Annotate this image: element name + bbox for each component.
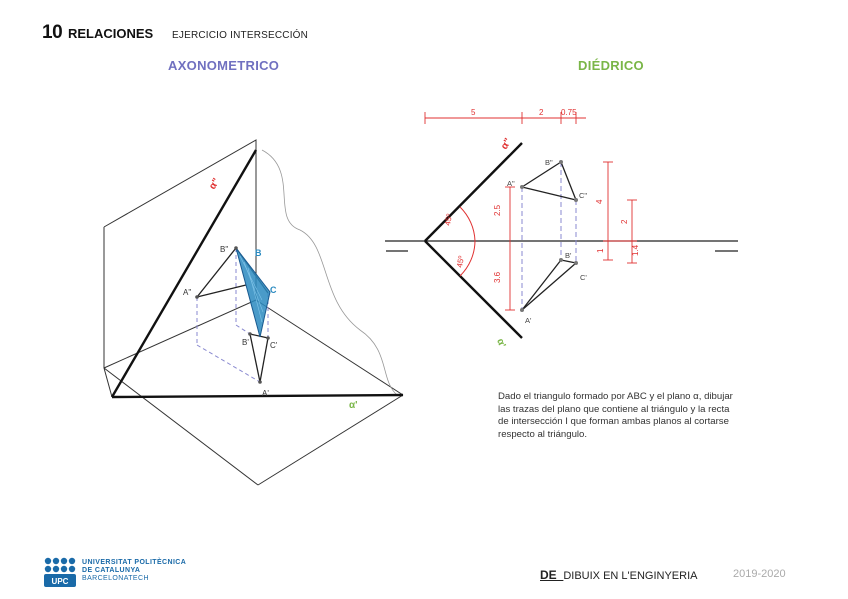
upc-logo-icon: [40, 555, 78, 589]
axo-b2-label: B": [220, 245, 229, 254]
dim-2v: 2: [620, 219, 629, 224]
dim-14: 1.4: [631, 244, 640, 256]
university-name: [82, 559, 186, 584]
upc-logo-text: UPC: [51, 577, 69, 586]
academic-year: 2019-2020: [733, 568, 786, 580]
axo-a1-label: A': [262, 389, 269, 398]
axo-alpha-v-label: α": [207, 176, 223, 192]
die-alpha-horizontal-trace: [425, 241, 522, 338]
die-alpha-v-label: α": [499, 136, 515, 152]
exercise-subtitle: EJERCICIO INTERSECCIÓN: [172, 30, 309, 41]
axo-b1-label: B': [242, 338, 249, 347]
die-triangle-h: [522, 260, 576, 310]
dim-5: 5: [471, 108, 476, 117]
course-prefix: DE_: [540, 568, 564, 582]
axo-a2-label: A": [183, 288, 192, 297]
die-b2-label: B": [545, 158, 553, 167]
die-c2-label: C": [579, 191, 588, 200]
angle-label-bottom: 45º: [455, 255, 467, 269]
course-name: [540, 568, 697, 582]
die-reference-lines: [522, 162, 576, 310]
dim-25: 2.5: [493, 204, 502, 216]
dim-1: 1: [596, 248, 605, 253]
die-b1-label: B': [565, 251, 572, 260]
angle-label-top: 45º: [443, 213, 455, 227]
die-a2-label: A": [507, 179, 515, 188]
dim-075: 0.75: [561, 108, 577, 117]
university-line2: DE CATALUNYA: [82, 567, 141, 575]
dim-4: 4: [595, 199, 604, 204]
angle-arc-top: [460, 207, 475, 241]
chapter-number: 10: [42, 22, 63, 43]
axonometric-heading: AXONOMETRICO: [168, 58, 280, 73]
die-alpha-h-label: α': [494, 337, 508, 350]
chapter-title: RELACIONES: [68, 26, 154, 41]
die-c1-label: C': [580, 273, 587, 282]
axo-alpha-h-label: α': [349, 400, 358, 411]
axo-b-label: B: [255, 248, 262, 258]
die-alpha-vertical-trace: [425, 143, 522, 241]
dim-2: 2: [539, 108, 544, 117]
die-a1-label: A': [525, 316, 532, 325]
university-line3: BARCELONATECH: [82, 575, 149, 583]
axo-c-label: C: [270, 285, 277, 295]
die-triangle-v: [522, 162, 576, 200]
dimension-lines: [425, 112, 637, 310]
diedrico-heading: DIÉDRICO: [578, 58, 644, 73]
axo-c1-label: C': [270, 341, 278, 350]
dim-36: 3.6: [493, 271, 502, 283]
university-line1: UNIVERSITAT POLITÈCNICA: [82, 559, 187, 566]
course-title: DIBUIX EN L'ENGINYERIA: [563, 570, 698, 582]
exercise-statement: Dado el triangulo formado por ABC y el plano α, dibujar las trazas del plano que contiene al triángulo y la recta de intersección I que forman ambas planos al cortarse respecto al triángulo.: [498, 391, 733, 440]
